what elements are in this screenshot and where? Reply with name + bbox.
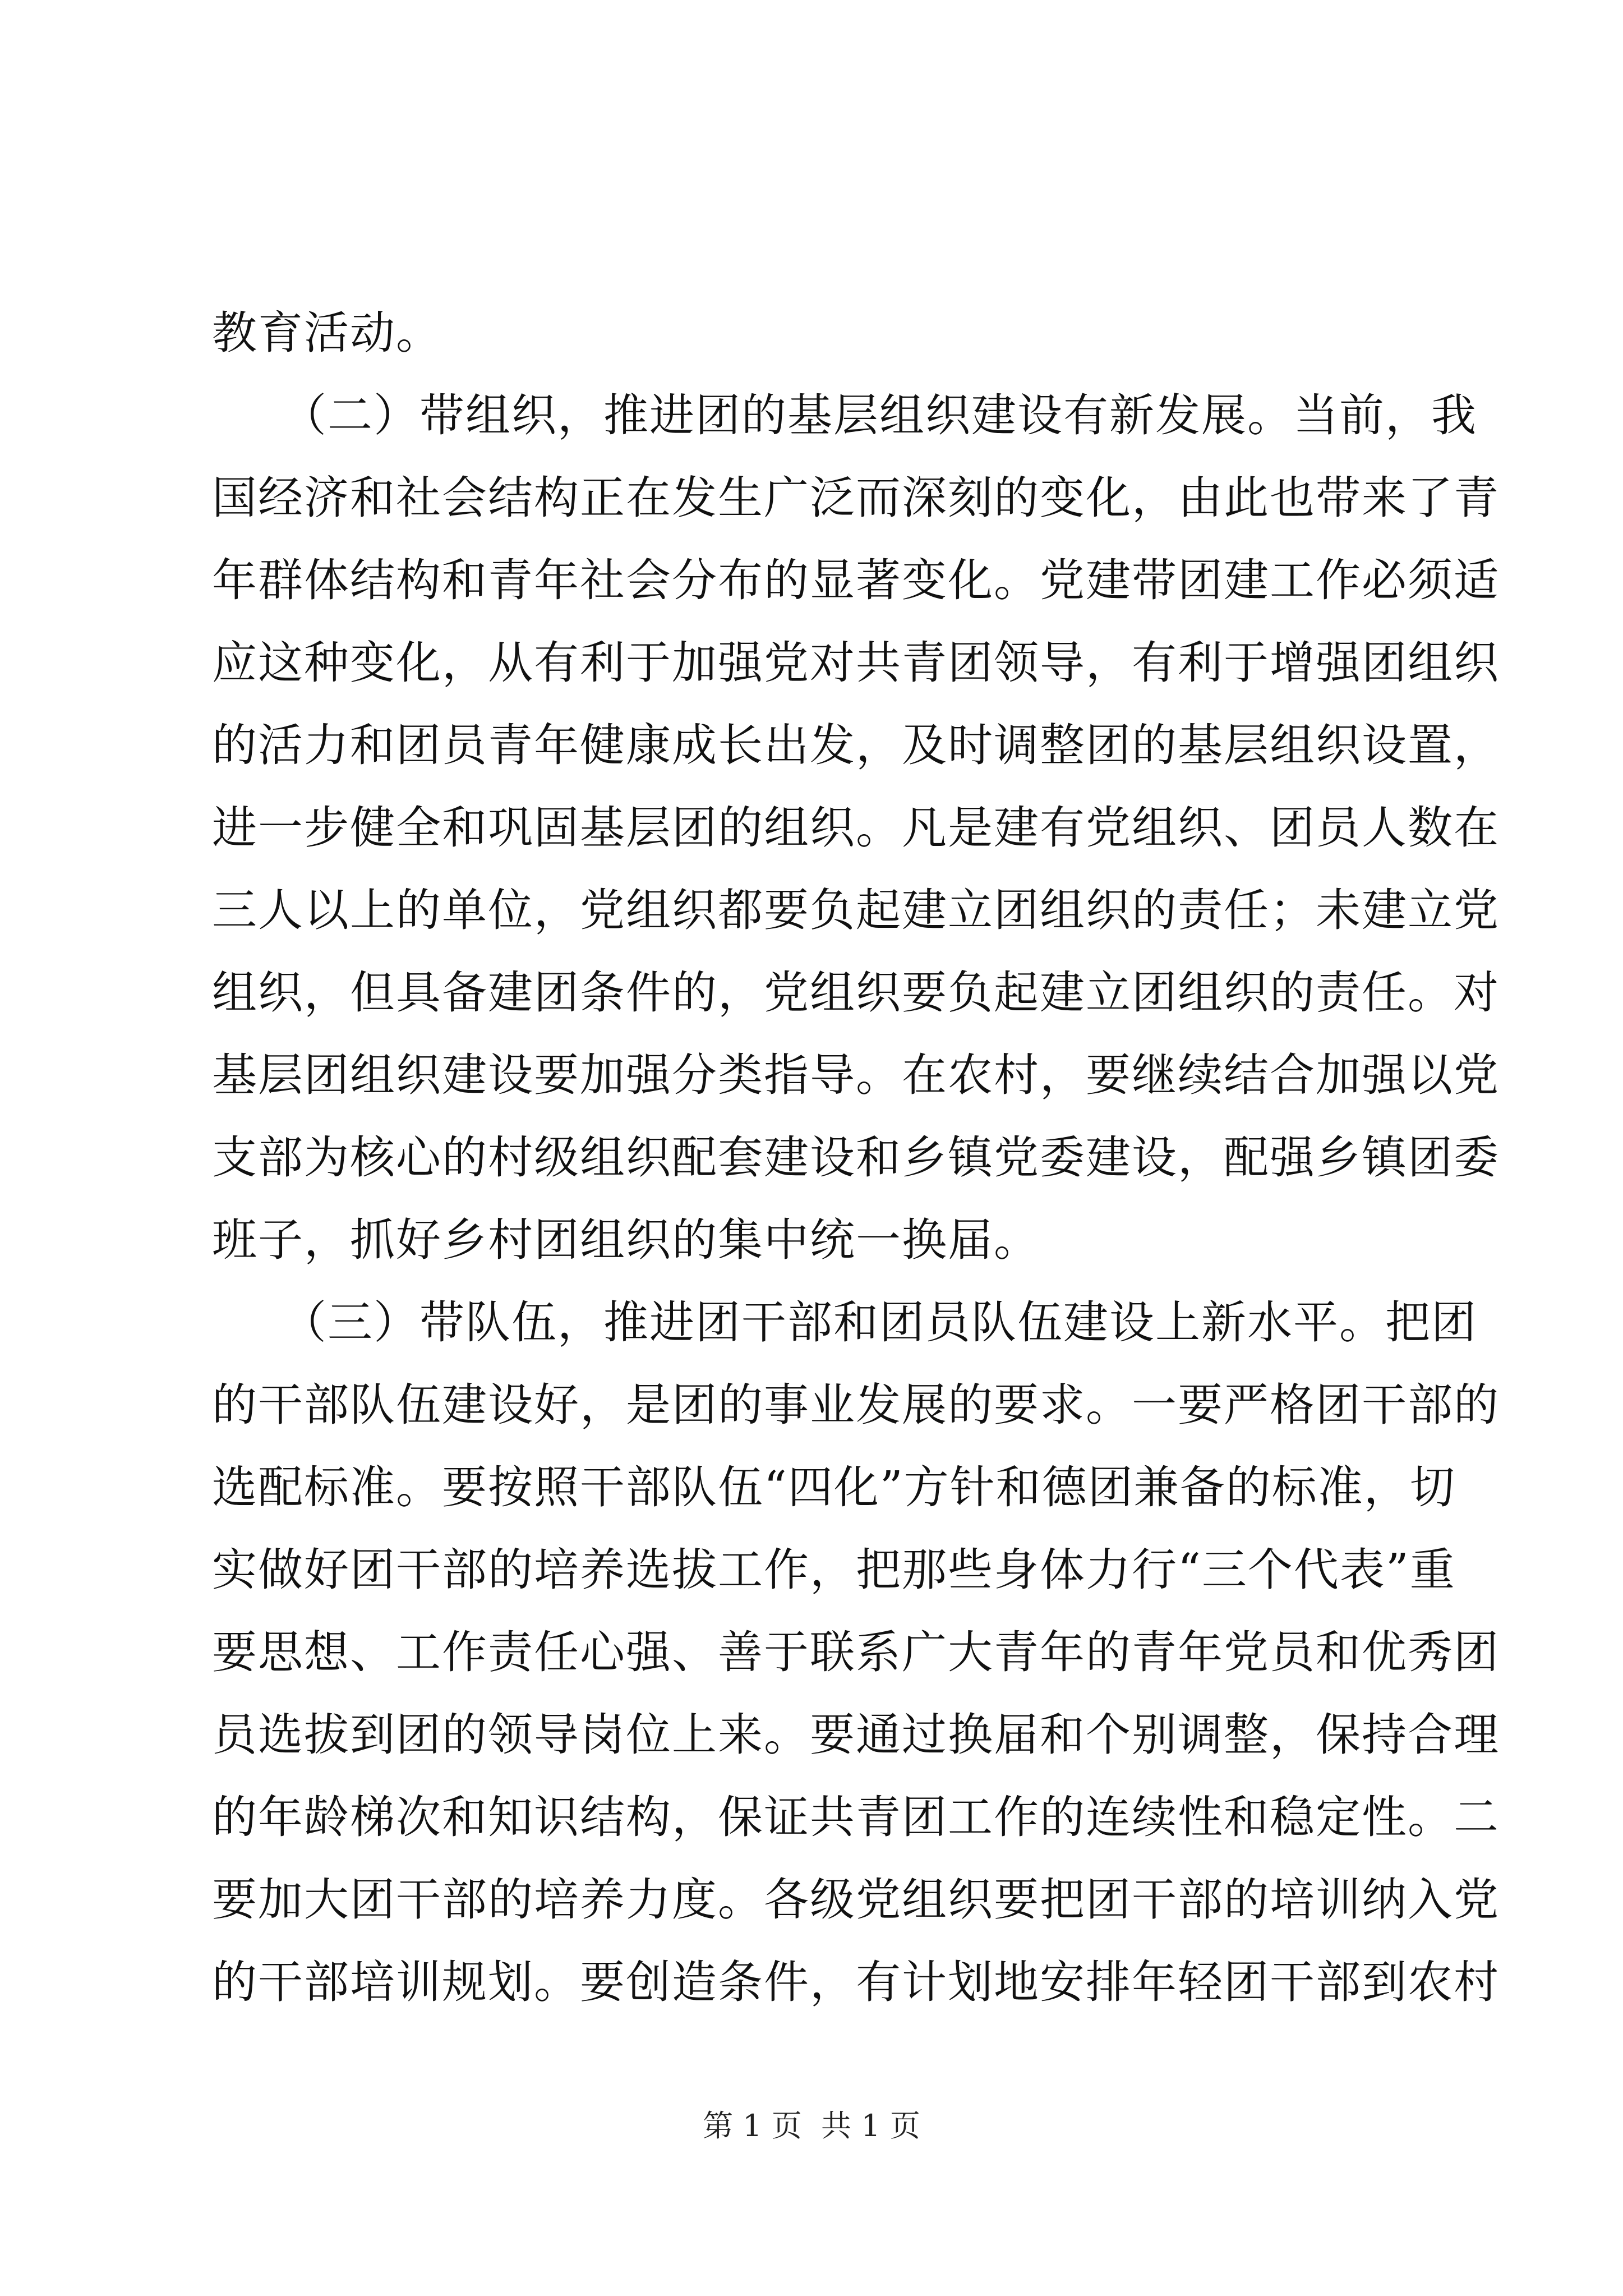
body-text — [212, 292, 1500, 2023]
page-number-footer: 第 1 页 共 1 页 — [703, 2108, 920, 2143]
text-line: （二）带组织，推进团的基层组织建设有新发展。当前，我 — [212, 389, 1477, 441]
text-line: 的活力和团员青年健康成长出发，及时调整团的基层组织设置， — [212, 719, 1500, 771]
text-line: 教育活动。 — [212, 307, 442, 359]
text-line: （三）带队伍，推进团干部和团员队伍建设上新水平。把团 — [212, 1296, 1477, 1349]
text-line: 的年龄梯次和知识结构，保证共青团工作的连续性和稳定性。二 — [212, 1791, 1500, 1843]
text-line: 的干部培训规划。要创造条件，有计划地安排年轻团干部到农村 — [212, 1956, 1500, 2008]
text-line: 国经济和社会结构正在发生广泛而深刻的变化，由此也带来了青 — [212, 472, 1500, 524]
text-line: 三人以上的单位，党组织都要负起建立团组织的责任；未建立党 — [212, 884, 1500, 936]
text-line: 班子，抓好乡村团组织的集中统一换届。 — [212, 1214, 1040, 1266]
text-line: 支部为核心的村级组织配套建设和乡镇党委建设，配强乡镇团委 — [212, 1131, 1500, 1184]
text-line: 进一步健全和巩固基层团的组织。凡是建有党组织、团员人数在 — [212, 802, 1500, 854]
text-line: 选配标准。要按照干部队伍“四化”方针和德团兼备的标准，切 — [212, 1461, 1456, 1513]
text-line: 组织，但具备建团条件的，党组织要负起建立团组织的责任。对 — [212, 967, 1500, 1019]
text-line: 要思想、工作责任心强、善于联系广大青年的青年党员和优秀团 — [212, 1626, 1500, 1678]
text-line: 年群体结构和青年社会分布的显著变化。党建带团建工作必须适 — [212, 554, 1500, 606]
text-line: 员选拔到团的领导岗位上来。要通过换届和个别调整，保持合理 — [212, 1709, 1500, 1761]
text-line: 实做好团干部的培养选拔工作，把那些身体力行“三个代表”重 — [212, 1544, 1456, 1596]
text-line: 要加大团干部的培养力度。各级党组织要把团干部的培训纳入党 — [212, 1874, 1500, 1926]
text-line: 基层团组织建设要加强分类指导。在农村，要继续结合加强以党 — [212, 1049, 1500, 1101]
text-line: 的干部队伍建设好，是团的事业发展的要求。一要严格团干部的 — [212, 1379, 1500, 1431]
text-line: 应这种变化，从有利于加强党对共青团领导，有利于增强团组织 — [212, 637, 1500, 689]
